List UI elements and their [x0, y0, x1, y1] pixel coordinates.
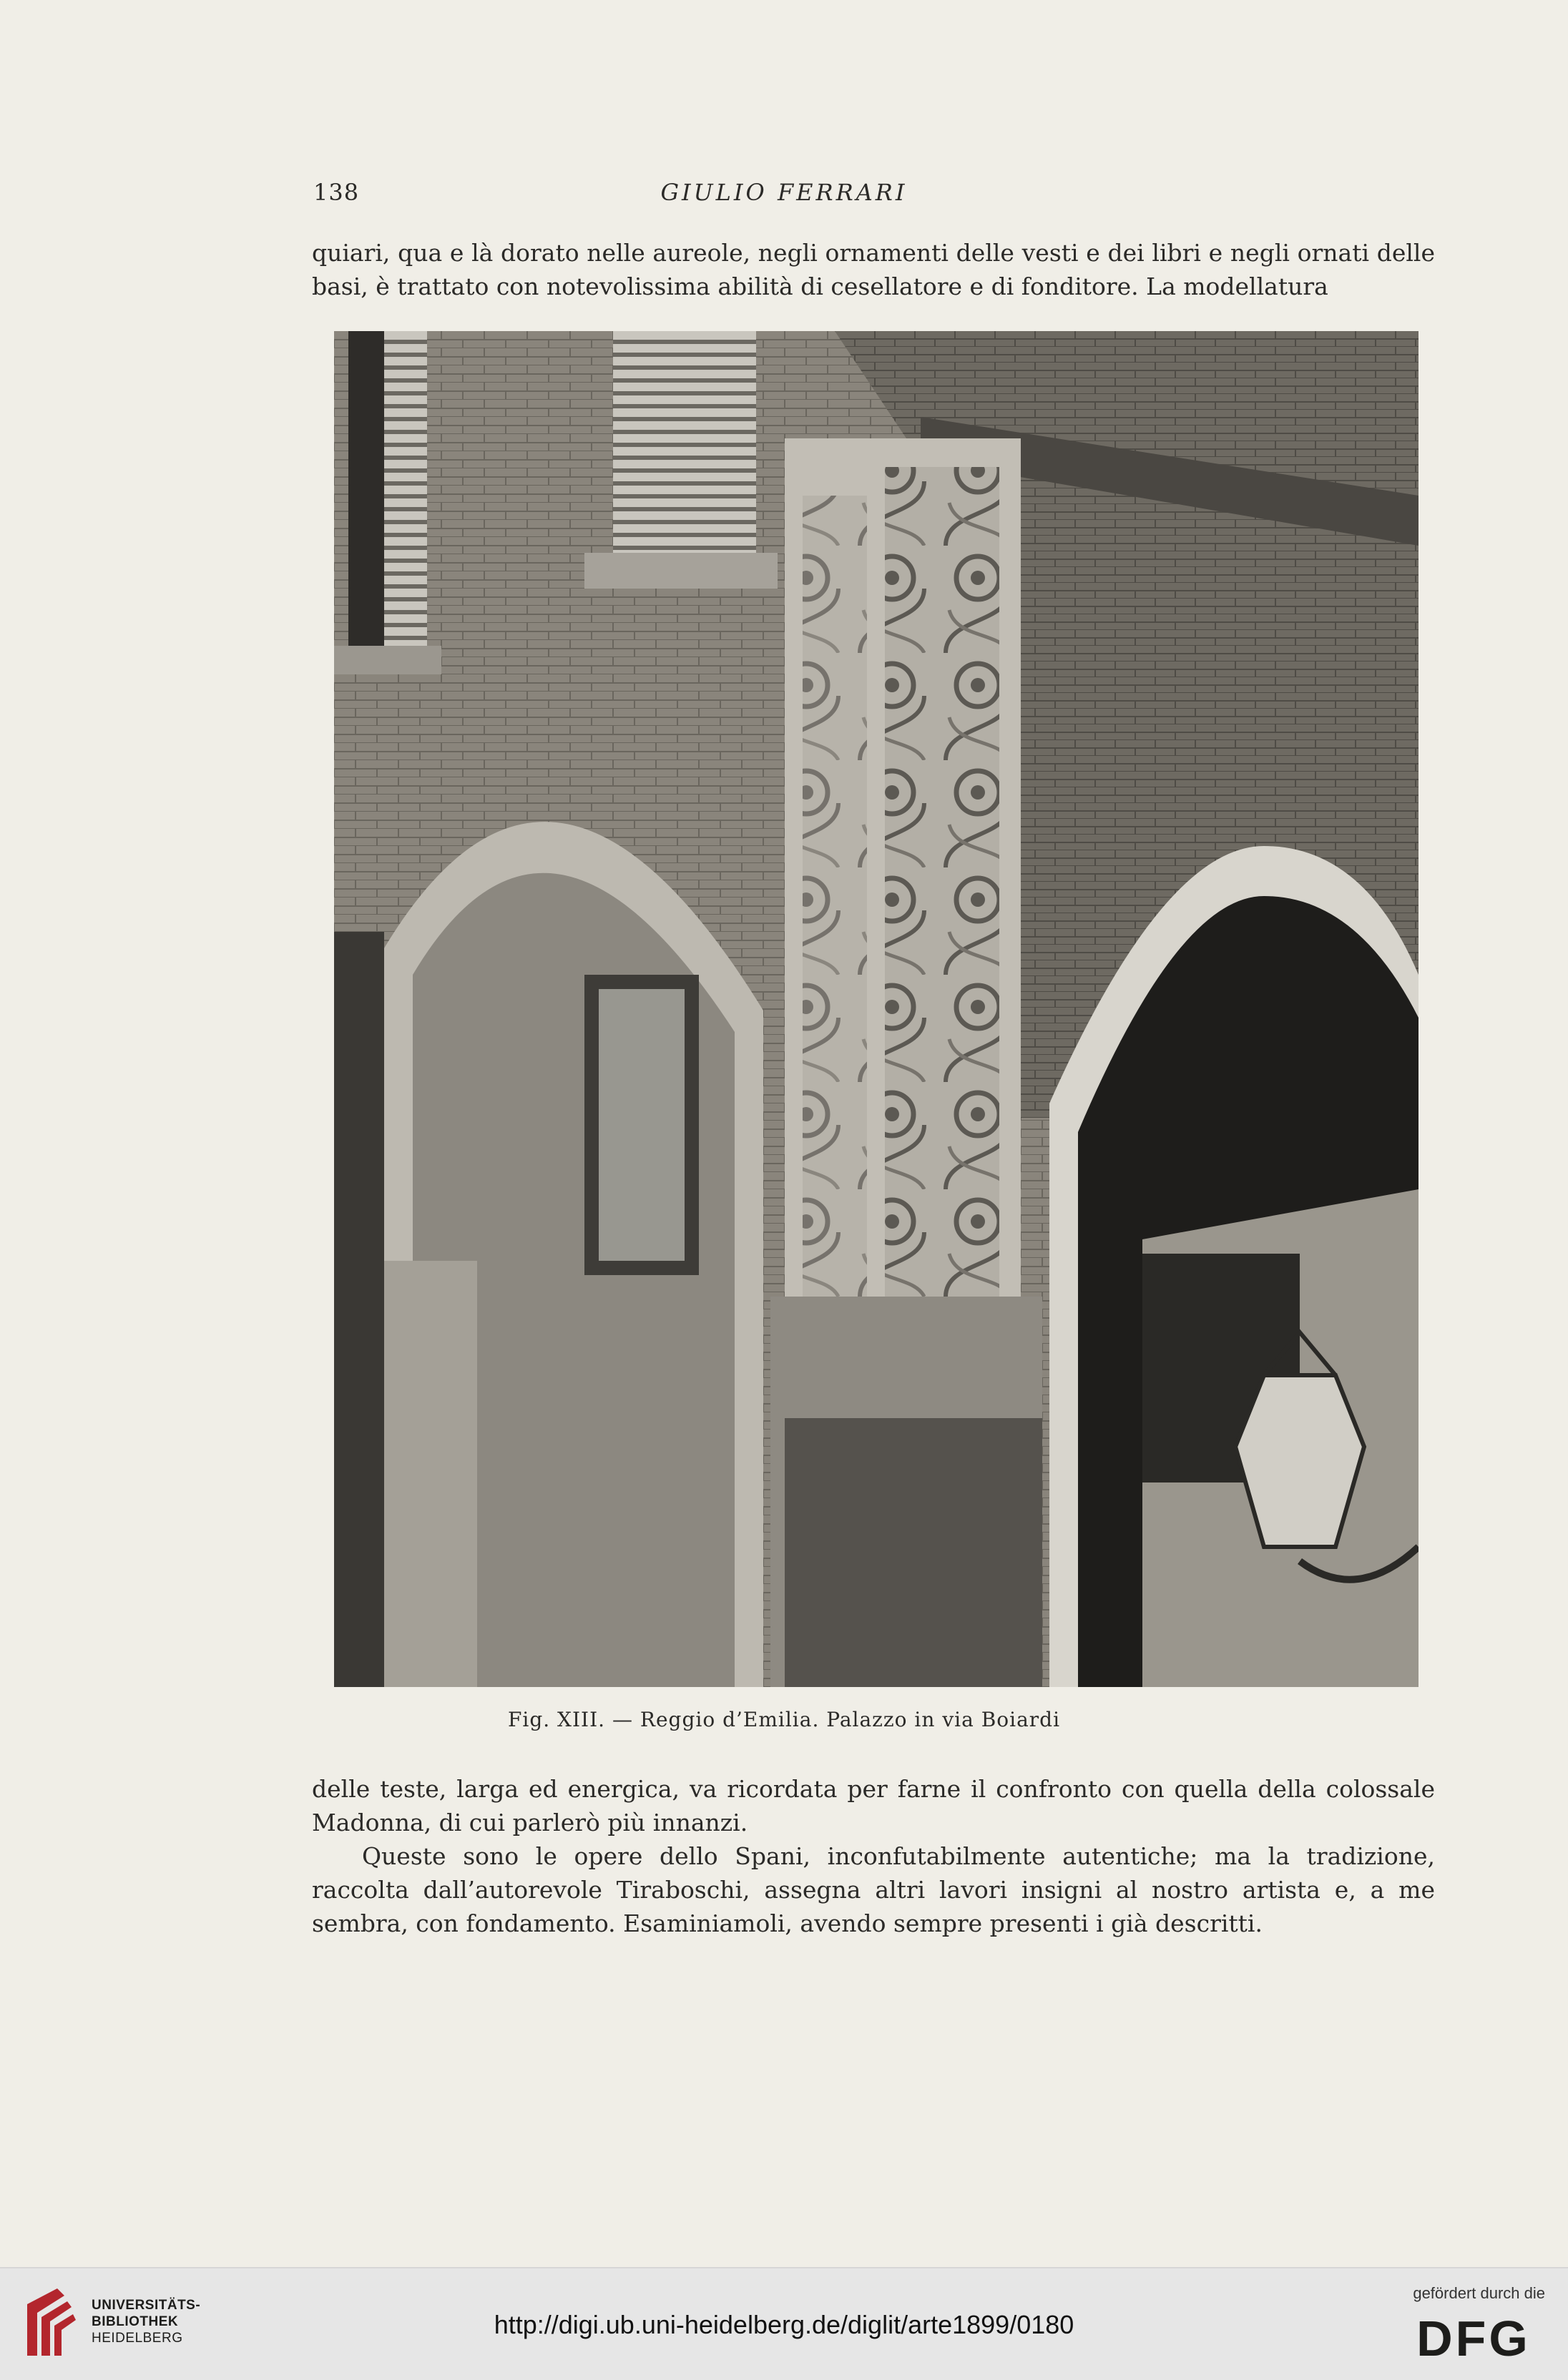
permalink-url[interactable]: http://digi.ub.uni-heidelberg.de/diglit/arte1899/0180 — [494, 2310, 1074, 2339]
figure-photograph — [334, 331, 1418, 1687]
running-title: GIULIO FERRARI — [660, 179, 908, 206]
top-paragraph-text: quiari, qua e là dorato nelle aureole, negli ornamenti delle vesti e dei libri e negli ornati delle basi, è trattato con notevolissima abilità di cesellatore e di fonditore. La modellatura — [312, 239, 1435, 300]
bottom-paragraphs — [312, 1772, 1435, 1940]
bottom-paragraph-2: Queste sono le opere dello Spani, inconfutabilmente autentiche; ma la tradizione, raccolta dall’autorevole Tiraboschi, assegna altri lavori insigni al nostro artista e, a me sembra, con fondamento. Esaminiamoli, avendo sempre presenti i già descritti. — [312, 1842, 1435, 1937]
digitization-footer — [0, 2267, 1568, 2380]
dfg-logo-text: DFG — [1416, 2311, 1531, 2363]
library-line-1: UNIVERSITÄTS- — [92, 2298, 201, 2313]
dfg-logo — [1402, 2311, 1545, 2363]
palazzo-photo-illustration — [334, 331, 1418, 1687]
bottom-paragraph-1: delle teste, larga ed energica, va ricordata per farne il confronto con quella della colossale Madonna, di cui parlerò più innanzi. — [312, 1775, 1435, 1836]
library-line-3: HEIDELBERG — [92, 2331, 183, 2346]
funding-label: gefördert durch die — [1413, 2284, 1545, 2302]
figure-caption: Fig. XIII. — Reggio d’Emilia. Palazzo in via Boiardi — [507, 1708, 1061, 1731]
top-paragraph — [312, 236, 1435, 303]
library-line-2: BIBLIOTHEK — [92, 2314, 179, 2329]
page-number: 138 — [313, 179, 360, 206]
